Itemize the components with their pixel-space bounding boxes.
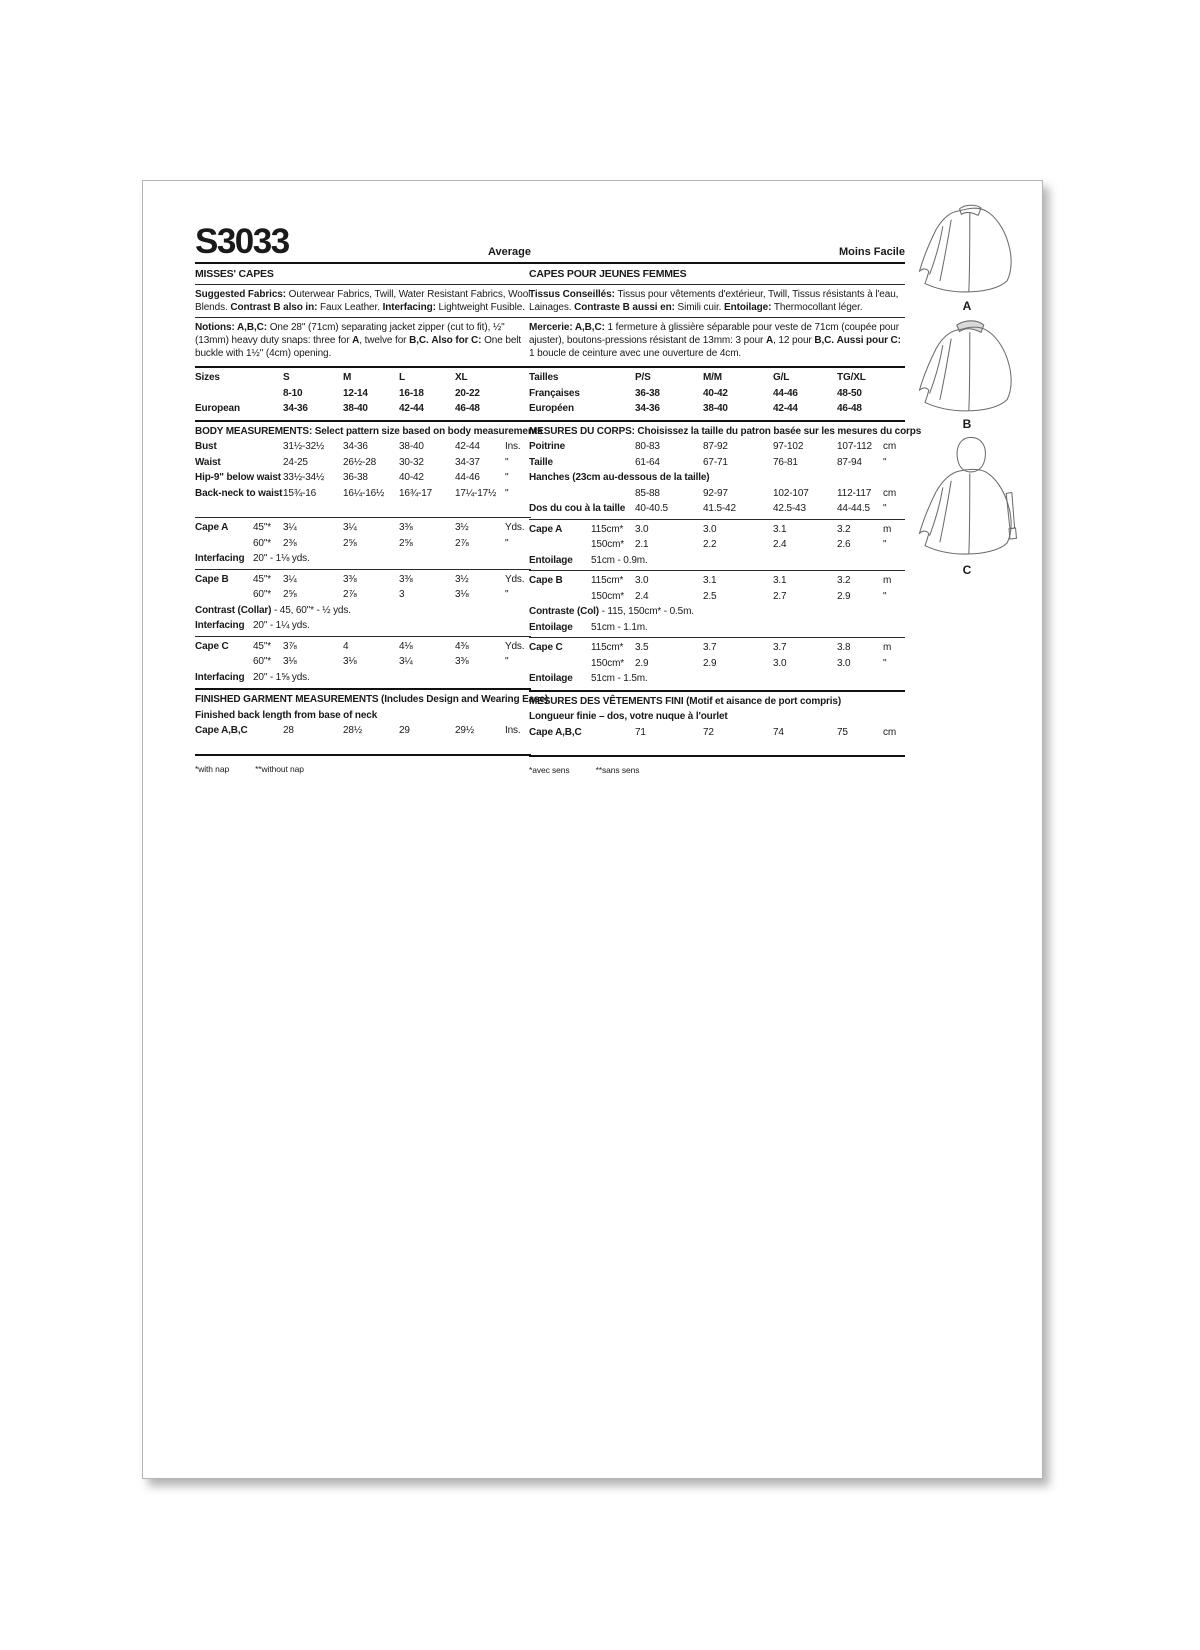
size-value: 28½ <box>343 725 363 736</box>
size-value: 2.4 <box>635 590 649 602</box>
row-value: 51cm - 1.5m. <box>591 673 648 684</box>
size-value: 2⅝ <box>399 537 413 549</box>
text-segment: Thermocollant léger. <box>771 302 863 313</box>
table-divider <box>529 690 905 692</box>
size-value: 3.2 <box>837 523 851 535</box>
size-value: 61-64 <box>635 456 660 468</box>
cape-a-illustration <box>911 199 1023 299</box>
table-section-line: Hanches (23cm au-dessous de la taille) <box>529 472 710 483</box>
size-value: 97-102 <box>773 441 804 452</box>
row-label <box>529 486 635 502</box>
size-value: 102-107 <box>773 487 809 499</box>
size-value: 3 <box>399 589 405 600</box>
size-value: 40-40.5 <box>635 503 668 514</box>
text-segment: Interfacing: <box>382 302 436 313</box>
size-value: 38-40 <box>399 441 424 452</box>
size-value: 2.4 <box>773 539 787 550</box>
notions-fr <box>529 321 905 360</box>
table-section-line: Finished back length from base of neck <box>195 709 378 721</box>
size-value: 33½-34½ <box>283 472 325 483</box>
view-b-figure <box>907 317 1027 431</box>
size-value: 4⅛ <box>399 640 413 652</box>
row-label <box>195 654 253 670</box>
table-divider <box>195 636 531 637</box>
size-value: 3⅛ <box>283 656 297 667</box>
row-label: Européen <box>529 403 574 414</box>
size-value: 16¼-16½ <box>343 487 385 499</box>
size-value: 4 <box>343 640 349 652</box>
row-label: European <box>195 403 240 414</box>
text-segment: Contrast (Collar) <box>195 604 272 616</box>
size-value: 3¼ <box>283 522 297 533</box>
unit: cm <box>883 441 897 452</box>
unit <box>883 401 905 417</box>
row-label: Waist <box>195 456 221 468</box>
fabric-width: 60"* <box>253 589 271 600</box>
row-label: Back-neck to waist <box>195 487 283 499</box>
size-value: 29 <box>399 725 410 736</box>
fabric-width: 150cm* <box>591 539 625 550</box>
size-value: 3¼ <box>399 656 413 667</box>
unit: " <box>883 539 887 550</box>
size-value: 34-36 <box>343 441 368 452</box>
size-value: 36-38 <box>635 387 660 399</box>
size-value: 38-40 <box>343 403 368 414</box>
pattern-envelope-back <box>142 180 1043 1479</box>
size-value: 24-25 <box>283 456 308 468</box>
garment-title-en: MISSES' CAPES <box>195 268 274 280</box>
size-value: 46-48 <box>837 403 862 414</box>
unit: " <box>505 472 509 483</box>
size-value: 42.5-43 <box>773 503 806 514</box>
unit: m <box>883 523 892 535</box>
size-value: 26½-28 <box>343 456 377 468</box>
unit: m <box>883 575 892 586</box>
row-value: 51cm - 1.1m. <box>591 621 648 633</box>
row-label: Tailles <box>529 372 559 383</box>
size-value: 2.6 <box>837 539 851 550</box>
text-segment: , 12 pour <box>773 335 815 346</box>
row-label <box>529 656 591 672</box>
size-value: 67-71 <box>703 456 728 468</box>
english-header <box>195 221 531 259</box>
size-value: 2.9 <box>837 590 851 602</box>
unit: cm <box>883 726 897 738</box>
size-value: M <box>343 372 352 383</box>
unit: Ins. <box>505 441 521 452</box>
size-value: 17¼-17½ <box>455 487 497 499</box>
text-segment: 1 boucle de ceinture avec une ouverture de 4cm. <box>529 348 742 359</box>
row-value: 20" - 1¼ yds. <box>253 620 310 631</box>
size-value: 3.1 <box>773 575 787 586</box>
size-value: 44-46 <box>773 387 798 399</box>
unit: " <box>883 657 887 669</box>
table-spacer <box>195 501 531 515</box>
size-value: 3½ <box>455 522 469 533</box>
divider <box>195 284 531 285</box>
fabric-width: 45"* <box>253 573 271 585</box>
difficulty-rating-en: Average <box>487 246 531 258</box>
footnote-fr <box>529 765 905 775</box>
text-segment: Aussi pour C: <box>836 335 901 346</box>
size-value: 72 <box>703 726 714 738</box>
unit: " <box>883 456 887 468</box>
size-value: G/L <box>773 372 790 383</box>
size-value: 28 <box>283 725 294 736</box>
row-label: Interfacing <box>195 620 245 631</box>
unit: cm <box>883 487 897 499</box>
size-value: 3.2 <box>837 575 851 586</box>
row-label: Entoilage <box>529 673 573 684</box>
table-divider <box>529 420 905 422</box>
size-value: 31½-32½ <box>283 441 325 452</box>
view-c-label: C <box>962 563 972 577</box>
row-label: Cape A,B,C <box>195 725 248 736</box>
unit: " <box>505 487 509 499</box>
fabric-width: 60"* <box>253 537 271 549</box>
row-label <box>529 537 591 553</box>
row-label <box>195 587 253 603</box>
french-column <box>529 221 922 775</box>
size-value: 2.9 <box>635 657 649 669</box>
table-divider <box>195 688 531 690</box>
size-value: 3.0 <box>703 523 717 535</box>
size-value: P/S <box>635 372 651 383</box>
unit: Yds. <box>505 640 525 652</box>
size-value: 87-92 <box>703 441 728 452</box>
size-value: TG/XL <box>837 372 866 383</box>
size-value: 2.9 <box>703 657 717 669</box>
size-value: 3⅞ <box>283 640 297 652</box>
footnote-avec-sens: *avec sens <box>529 765 570 775</box>
size-value: 3.8 <box>837 642 851 653</box>
text-segment: Lightweight Fusible. <box>435 302 525 313</box>
table-divider <box>195 754 531 756</box>
size-value: 3⅜ <box>399 573 413 585</box>
table-divider <box>529 755 905 757</box>
unit: " <box>883 503 887 514</box>
unit: m <box>883 642 892 653</box>
size-value: 3.1 <box>703 575 717 586</box>
row-label: Cape B <box>195 573 229 585</box>
unit <box>883 386 905 402</box>
pattern-number: S3033 <box>195 222 289 261</box>
row-label <box>529 589 591 605</box>
french-header <box>529 221 905 259</box>
text-segment: Contrast B also in: <box>230 302 318 313</box>
divider <box>529 262 905 264</box>
table-divider <box>195 569 531 570</box>
fabric-width: 115cm* <box>591 523 624 535</box>
row-label: Entoilage <box>529 621 573 633</box>
size-value: 42-44 <box>773 403 798 414</box>
fabric-width: 45"* <box>253 640 271 652</box>
fabric-width: 115cm* <box>591 575 624 586</box>
text-segment: Also for C: <box>431 335 482 346</box>
unit <box>883 370 905 386</box>
size-value: 30-32 <box>399 456 424 468</box>
size-value: 2.1 <box>635 539 649 550</box>
text-segment: B,C. <box>409 335 429 346</box>
belt-strap-c <box>1006 492 1014 528</box>
unit <box>505 370 531 386</box>
view-a-figure <box>907 199 1027 313</box>
unit: Ins. <box>505 725 521 736</box>
size-value: 12-14 <box>343 387 368 399</box>
size-value: 2.2 <box>703 539 717 550</box>
row-label <box>195 386 283 402</box>
unit: Yds. <box>505 522 525 533</box>
table-divider <box>529 570 905 571</box>
size-value: M/M <box>703 372 722 383</box>
size-value: 42-44 <box>455 441 480 452</box>
footnote-en <box>195 764 531 774</box>
table-divider <box>195 517 531 518</box>
size-value: 3¼ <box>343 522 357 533</box>
unit: " <box>505 456 509 468</box>
footnote-sans-sens: **sans sens <box>595 765 640 775</box>
unit: " <box>505 656 509 667</box>
size-value: 41.5-42 <box>703 503 736 514</box>
size-value: 40-42 <box>399 472 424 483</box>
text-segment: One 28" (71cm) separating jacket zipper (cut to fit), ½" (13mm) heavy duty snaps: three for <box>195 322 505 346</box>
size-value: 38-40 <box>703 403 728 414</box>
view-a-label: A <box>962 299 972 313</box>
size-value: 3⅛ <box>343 656 357 667</box>
size-value: 112-117 <box>837 487 872 499</box>
measurement-table-fr <box>529 363 922 759</box>
size-value: 2⅞ <box>455 537 469 549</box>
row-label <box>195 536 253 552</box>
size-value: 3.7 <box>773 642 787 653</box>
size-value: 15¾-16 <box>283 487 317 499</box>
cape-c-illustration <box>911 435 1023 563</box>
size-value: 8-10 <box>283 387 303 399</box>
row-label: Bust <box>195 441 217 452</box>
size-value: 3.0 <box>837 657 851 669</box>
size-value: 42-44 <box>399 403 424 414</box>
size-value: 4⅜ <box>455 640 469 652</box>
size-value: 34-37 <box>455 456 480 468</box>
size-value: 2⅜ <box>283 537 297 549</box>
size-value: 3⅜ <box>399 522 413 533</box>
text-segment: Tissus Conseillés: <box>529 289 615 300</box>
table-section-line <box>529 604 905 620</box>
band-collar-b <box>957 321 984 333</box>
garment-illustrations <box>907 199 1027 581</box>
size-value: 87-94 <box>837 456 862 468</box>
size-value: 3¼ <box>283 573 297 585</box>
table-divider <box>529 519 905 520</box>
table-divider <box>529 637 905 638</box>
fabric-width: 150cm* <box>591 657 625 669</box>
row-label: Poitrine <box>529 441 566 452</box>
text-segment: - 45, 60"* - ½ yds. <box>271 604 351 616</box>
size-value: 2.7 <box>773 590 787 602</box>
footnote-without-nap: **without nap <box>255 763 304 774</box>
row-value: 51cm - 0.9m. <box>591 554 648 566</box>
notions-en <box>195 321 531 360</box>
row-label: Interfacing <box>195 671 245 683</box>
row-label: Cape A <box>529 523 563 535</box>
text-segment: Contraste (Col) <box>529 606 599 617</box>
size-value: 36-38 <box>343 472 368 483</box>
size-value: XL <box>455 372 468 383</box>
cape-b-illustration <box>911 317 1023 417</box>
size-value: 3⅜ <box>343 573 357 585</box>
size-value: 80-83 <box>635 441 660 452</box>
size-value: 3.0 <box>635 523 649 535</box>
size-value: 46-48 <box>455 403 480 414</box>
table-section-line: MESURES DU CORPS: Choisissez la taille du patron basée sur les mesures du corps <box>529 425 922 437</box>
text-segment: B,C. <box>814 335 834 346</box>
size-value: 3⅛ <box>455 589 469 600</box>
unit: " <box>505 537 509 549</box>
size-value: 71 <box>635 726 646 738</box>
row-label: Françaises <box>529 387 580 399</box>
size-value: 20-22 <box>455 387 480 399</box>
row-label: Cape B <box>529 575 563 586</box>
suggested-fabrics-fr <box>529 288 905 314</box>
text-segment: Suggested Fabrics: <box>195 289 286 300</box>
size-value: 2⅝ <box>283 589 297 600</box>
divider <box>195 262 531 264</box>
table-section-line <box>195 603 531 619</box>
view-b-label: B <box>962 417 972 431</box>
size-value: 3.1 <box>773 523 787 535</box>
text-segment: A <box>352 335 360 346</box>
table-divider <box>529 366 905 368</box>
size-value: 16¾-17 <box>399 487 433 499</box>
size-value: 34-36 <box>635 403 660 414</box>
size-value: 85-88 <box>635 487 660 499</box>
unit <box>505 401 531 417</box>
divider <box>195 317 531 318</box>
suggested-fabrics-en <box>195 288 531 314</box>
size-value: 3½ <box>455 573 469 585</box>
unit <box>505 386 531 402</box>
size-value: 107-112 <box>837 441 872 452</box>
size-value: S <box>283 372 290 383</box>
row-label: Cape A <box>195 522 229 533</box>
size-value: 34-36 <box>283 403 308 414</box>
size-value: 92-97 <box>703 487 728 499</box>
table-section-line: BODY MEASUREMENTS: Select pattern size based on body measurements <box>195 425 543 437</box>
table-spacer <box>529 740 905 752</box>
text-segment: Entoilage: <box>724 302 772 313</box>
unit: Yds. <box>505 573 525 585</box>
fabric-width: 60"* <box>253 656 271 667</box>
text-segment: Faux Leather. <box>317 302 383 313</box>
text-segment: Simili cuir. <box>674 302 725 313</box>
divider <box>529 317 905 318</box>
row-label: Cape C <box>195 640 229 652</box>
text-segment: A <box>765 335 774 346</box>
size-value: 44-46 <box>455 472 480 483</box>
row-label: Dos du cou à la taille <box>529 503 626 514</box>
size-value: 76-81 <box>773 456 798 468</box>
text-segment: One belt buckle with 1½" (4cm) opening. <box>195 335 522 359</box>
table-divider <box>195 420 531 422</box>
table-section-line: MESURES DES VÊTEMENTS FINI (Motif et aisance de port compris) <box>529 695 842 707</box>
garment-title-fr: CAPES POUR JEUNES FEMMES <box>529 268 687 280</box>
view-c-figure <box>907 435 1027 577</box>
row-label: Interfacing <box>195 553 245 564</box>
size-value: 29½ <box>455 725 475 736</box>
text-segment: Tissus pour vêtements d'extérieur, Twill, Tissus résistants à l'eau, Lainages. <box>529 289 899 313</box>
size-value: 3.0 <box>635 575 649 586</box>
text-segment: , twelve for <box>359 335 410 346</box>
row-label: Cape C <box>529 642 563 653</box>
row-value: 20" - 1⅝ yds. <box>253 671 310 683</box>
unit: " <box>883 590 887 602</box>
text-segment: Notions: A,B,C: <box>195 322 268 333</box>
table-section-line: Longueur finie – dos, votre nuque à l'ourlet <box>529 711 728 722</box>
size-value: 2⅞ <box>343 589 357 600</box>
row-label: Cape A,B,C <box>529 726 582 738</box>
difficulty-rating-fr: Moins Facile <box>838 246 905 258</box>
fabric-width: 45"* <box>253 522 271 533</box>
row-label: Sizes <box>195 372 220 383</box>
size-value: 16-18 <box>399 387 424 399</box>
row-label: Entoilage <box>529 554 573 566</box>
size-value: 40-42 <box>703 387 728 399</box>
row-label: Taille <box>529 456 553 468</box>
size-value: 3.7 <box>703 642 717 653</box>
size-value: 3.0 <box>773 657 787 669</box>
text-segment: Outerwear Fabrics, Twill, Water Resistant Fabrics, Wool Blends. <box>195 289 531 313</box>
size-value: 48-50 <box>837 387 862 399</box>
fabric-width: 115cm* <box>591 642 624 653</box>
table-section-line: FINISHED GARMENT MEASUREMENTS (Includes Design and Wearing Ease) <box>195 694 549 705</box>
text-segment: 1 fermeture à glissière séparable pour veste de 71cm (coupée pour ajuster), boutons-pressions résistant de 13mm: 3 pour <box>529 322 899 346</box>
table-divider <box>195 366 531 368</box>
divider <box>529 284 905 285</box>
text-segment: Mercerie: A,B,C: <box>529 322 605 333</box>
footnote-with-nap: *with nap <box>195 763 230 774</box>
size-value: 3⅜ <box>455 656 469 667</box>
size-value: 44-44.5 <box>837 503 870 514</box>
text-segment: - 115, 150cm* - 0.5m. <box>598 606 694 617</box>
size-value: 3.5 <box>635 642 649 653</box>
size-value: 2.5 <box>703 590 717 602</box>
size-value: L <box>399 372 405 383</box>
size-value: 75 <box>837 726 848 738</box>
size-value: 2⅝ <box>343 537 357 549</box>
hood-c <box>957 437 985 472</box>
text-segment: Contraste B aussi en: <box>574 302 675 313</box>
table-spacer <box>195 739 531 751</box>
fabric-width: 150cm* <box>591 590 625 602</box>
unit: " <box>505 589 509 600</box>
row-label: Hip-9" below waist <box>195 472 281 483</box>
row-value: 20" - 1⅛ yds. <box>253 553 310 564</box>
size-value: 74 <box>773 726 784 738</box>
